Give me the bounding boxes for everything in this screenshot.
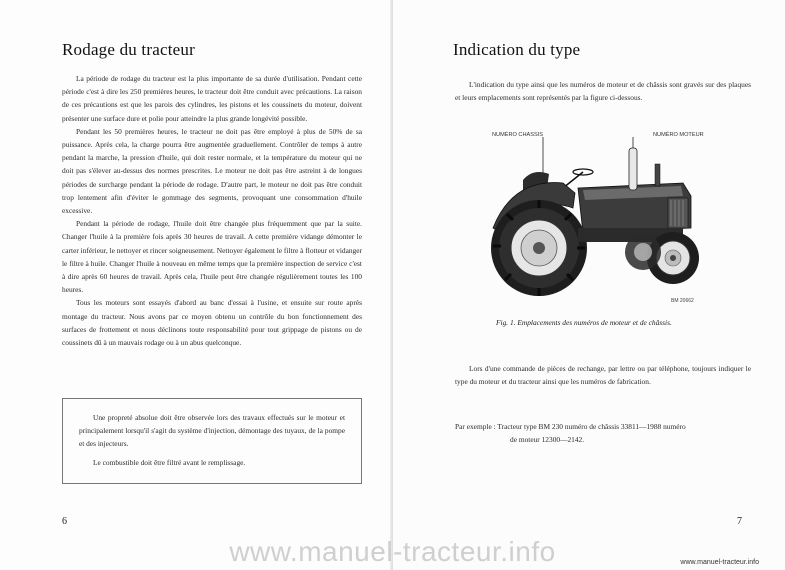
cleanliness-notice-box [62,398,362,484]
figure-caption: Fig. 1. Emplacements des numéros de moteur et de châssis. [496,318,672,327]
example-block [455,420,755,446]
paragraph: La période de rodage du tracteur est la plus importante de sa durée d'utilisation. Pendant cette période c'est à dire les 250 premières heures, le tracteur doit être conduit avec précautions. La raison de ces précautions est que les parois des cylindres, les pistons et les coussinets du moteur, doivent présenter une surface dure et polie pour atteindre la plus grande longévité possible. [62,74,362,123]
example-line-1: Tracteur type BM 230 numéro de châssis 33811—1988 numéro [497,422,686,431]
intro-text [455,78,751,104]
figure-reference: BM 20662 [671,298,694,304]
example-label: Par exemple : [455,422,496,431]
right-page-title: Indication du type [453,40,581,59]
order-paragraph: Lors d'une commande de pièces de rechange, par lettre ou par téléphone, toujours indiquer le type du moteur et du tracteur ainsi que les numéros de fabrication. [455,364,751,387]
paragraph: Tous les moteurs sont essayés d'abord au banc d'essai à l'usine, et ensuite sur route après montage du tracteur. Nous avons par ce moyen obtenu un contrôle du bon fonctionnement des surfaces de frottement et nous déclinons toute responsabilité pour tout grippage de pistons ou de coussinets dû à un mauvais rodage ou à un abus quelconque. [62,298,362,348]
chassis-number-label: NUMÉRO CHASSIS [492,132,543,138]
engine-number-label: NUMÉRO MOTEUR [653,132,704,138]
watermark: www.manuel-tracteur.info [229,536,556,567]
left-page [0,0,392,570]
example-line-2: de moteur 12300—2142. [510,435,585,444]
box-paragraph: Le combustible doit être filtré avant le remplissage. [93,458,246,467]
box-paragraph: Une propreté absolue doit être observée lors des travaux effectués sur le moteur et principalement lorsqu'il s'agit du système d'injection, démontage des tuyaux, de la pompe et des injecteurs. [79,413,345,448]
footer-url: www.manuel-tracteur.info [680,559,759,566]
paragraph: Pendant la période de rodage, l'huile doit être changée plus fréquemment que par la suite. Changer l'huile à la première fois après 30 heures de travail. A cette première vidange démonter le carter inférieur, le nettoyer et rincer soigneusement. Nettoyer également le filtre à flotteur et vidanger le filtre à huile. Changer l'huile à nouveau en même temps que la première inspection de service c'est à dire après 60 heures de travail. Après cela, l'huile peut être changée régulièrement toutes les 100 heures. [62,219,362,295]
tractor-illustration [483,128,723,298]
left-page-title: Rodage du tracteur [62,40,195,59]
page-number-right: 7 [737,516,742,527]
order-text [455,362,751,388]
right-page [393,0,785,570]
left-body-text [62,72,362,349]
paragraph: Pendant les 50 premières heures, le tracteur ne doit pas être employé à plus de 50% de sa puissance. Après cela, la charge pourra être augmentée graduellement. Contrôler de temps à autre pendant la marche, la pression d'huile, qui doit rester normale, et la température du moteur qui ne doit pas s'élever au-dessus des normes prescrites. Le moteur ne doit pas être astreint à de longues périodes de surcharge pendant la période de rodage. D'autre part, le moteur ne doit pas être conduit trop lentement afin d'éviter le gommage des segments, provoquant une consommation d'huile excessive. [62,126,362,216]
page-number-left: 6 [62,516,67,527]
intro-paragraph: L'indication du type ainsi que les numéros de moteur et de châssis sont gravés sur des plaques et leurs emplacements sont représentés par la figure ci-dessous. [455,80,751,103]
